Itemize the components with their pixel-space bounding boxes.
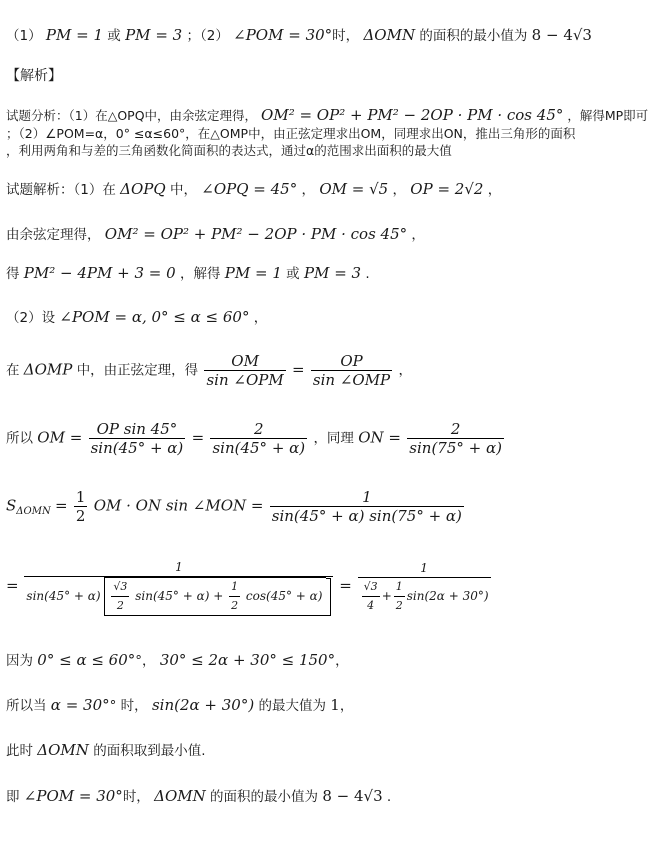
om-eq: OM =	[37, 428, 83, 447]
answer-line	[6, 26, 592, 45]
result-or: 或	[286, 266, 300, 282]
om-num-1: OP sin 45°	[89, 420, 186, 439]
solution-mid: 中，	[169, 182, 197, 198]
area-subscript: ΔOMN	[16, 506, 51, 518]
final-line	[6, 787, 391, 806]
big-num: 1	[24, 558, 333, 577]
half-num: 1	[75, 488, 86, 506]
alpha-range: 0° ≤ α ≤ 60°	[37, 651, 136, 669]
big-r3-num: √3	[111, 578, 129, 597]
solve-text: ，解得	[179, 266, 221, 282]
pm-eq-3: PM = 3	[125, 26, 183, 44]
eq-lead: 得	[6, 266, 20, 282]
similarly-text: ，同理	[313, 430, 354, 447]
om-value: OM = √5	[319, 180, 389, 198]
quadratic-line: 得 PM² − 4PM + 3 = 0 ，解得 PM = 1 或 PM = 3 .	[6, 264, 370, 282]
final-answer: 8 − 4√3	[322, 787, 383, 805]
area-frac	[270, 488, 464, 525]
result-3: PM = 3	[303, 264, 362, 282]
big-fraction-line: = 1 sin(45° + α) $\frac{√3}{2}$ sin(45° + α) + $\frac{1}{2}$ cos(45° + α) = 1 $\frac{√3}{4}$ + $\frac{1}{2}$ sin(2α + 30°)	[6, 558, 493, 616]
big-frac	[24, 558, 333, 616]
angle-range: 30° ≤ 2α + 30° ≤ 150°	[159, 651, 336, 669]
big-den	[24, 577, 333, 616]
cosine-formula-2: OM² = OP² + PM² − 2OP · PM · cos 45°	[104, 225, 408, 243]
angle-cond: ∠POM = 30°	[233, 26, 333, 44]
right-den: $\frac{√3}{4}$ + $\frac{1}{2}$ sin(2α + 30°)	[358, 578, 491, 615]
big-half-den: 2	[231, 599, 239, 612]
big-end: cos(45° + α)	[245, 589, 323, 603]
analysis-line-3: ，利用两角和与差的三角函数化简面积的表达式，通过α的范围求出面积的最大值	[6, 143, 452, 158]
sine-frac-right	[311, 352, 392, 389]
cosine-lead: 由余弦定理得，	[6, 227, 101, 243]
pm-eq-1: PM = 1	[45, 26, 103, 44]
when-lead: 所以当	[6, 698, 47, 714]
big-half-num: 1	[229, 578, 240, 597]
big-den-a: sin(45° + α)	[26, 589, 101, 603]
sine-mid: 中，由正弦定理，得	[76, 362, 199, 379]
right-frac	[358, 559, 491, 615]
sine-num-left: OM	[204, 352, 285, 371]
tri-omp: ΔOMP	[23, 360, 73, 379]
cosine-line: 由余弦定理得， OM² = OP² + PM² − 2OP · PM · cos 45° ，	[6, 225, 425, 243]
right-half-den: 2	[395, 599, 403, 612]
when-line	[6, 696, 353, 715]
alpha-definition: ∠POM = α, 0° ≤ α ≤ 60°	[59, 308, 250, 326]
part1-tag: （1）	[6, 28, 42, 44]
part2-tag: ；（2）	[186, 28, 229, 44]
this-tri: ΔOMN	[37, 741, 89, 759]
om-num-2: 2	[210, 420, 307, 439]
om-frac-1	[89, 420, 186, 457]
sine-lead: 在	[6, 362, 20, 379]
right-sin: sin(2α + 30°)	[406, 589, 489, 603]
or-text: 或	[107, 28, 121, 44]
area-symbol: S	[6, 496, 17, 515]
result-1: PM = 1	[224, 264, 282, 282]
om-den-1: sin(45° + α)	[90, 439, 184, 457]
final-dot: .	[386, 789, 392, 805]
degree-comma: °，	[135, 653, 156, 669]
answer-value: 8 − 4√3	[531, 26, 592, 44]
om-den-2: sin(45° + α)	[212, 439, 306, 457]
analysis-tail: ，解得MP即可	[567, 108, 648, 123]
sine-den-left: sin ∠OPM	[206, 371, 284, 389]
on-den: sin(75° + α)	[409, 439, 502, 457]
right-num: 1	[358, 559, 491, 578]
om-frac-2	[210, 420, 307, 457]
big-mid: sin(45° + α) +	[135, 589, 224, 603]
max-text: 的最大值为	[258, 698, 326, 714]
because-line	[6, 651, 349, 670]
analysis-line-2: ；（2）∠POM=α，0° ≤α≤60°，在△OMP中，由正弦定理求出OM，同理求出ON，推出三角形的面积	[6, 126, 576, 141]
area-den: sin(45° + α) sin(75° + α)	[271, 507, 462, 525]
range-comma: ，	[335, 653, 349, 669]
part2-set-line: （2）设 ∠POM = α, 0° ≤ α ≤ 60° ，	[6, 308, 268, 326]
big-bracket-close	[326, 578, 331, 616]
sine-law-line: 在 ΔOMP 中，由正弦定理，得 $\frac{OM}{\text{sin ∠OPM}}$ = $\frac{OP}{\text{sin ∠OMP}}$ ，	[6, 352, 412, 389]
final-tri: ΔOMN	[154, 787, 206, 805]
right-r3-num: √3	[362, 578, 380, 597]
sin-expr: sin(2α + 30°)	[151, 696, 255, 714]
tri-omn: ΔOMN	[363, 26, 416, 44]
analysis-line-1	[6, 106, 648, 125]
solution-line-1: 试题解析：（1）在 ΔOPQ 中， ∠OPQ = 45° ， OM = √5 ， OP = 2√2 ，	[6, 180, 502, 198]
final-angle: ∠POM = 30°	[23, 787, 123, 805]
because-text: 因为	[6, 653, 33, 669]
half-den: 2	[75, 507, 86, 525]
max-value: 1	[330, 696, 340, 714]
on-frac	[407, 420, 504, 457]
sine-den-right: sin ∠OMP	[312, 371, 391, 389]
half-frac	[74, 488, 88, 525]
tri-opq: ΔOPQ	[120, 180, 166, 198]
analysis-lead: 试题分析：（1）在△OPQ中，由余弦定理得，	[6, 108, 258, 123]
angle-opq: ∠OPQ = 45°	[201, 180, 298, 198]
on-num: 2	[407, 420, 504, 439]
final-when: 时，	[122, 789, 150, 805]
section-header: 【解析】	[6, 68, 62, 84]
right-r3-den: 4	[367, 599, 375, 612]
cosine-formula: OM² = OP² + PM² − 2OP · PM · cos 45°	[261, 106, 564, 124]
area-line: $S_{\Delta OMN}$ = $\frac{1}{2}$ OM · ON sin ∠MON = $\frac{1}{\sin(45^\circ + \alpha) \sin(75^\circ + \alpha)}$	[6, 488, 462, 525]
sine-num-right: OP	[311, 352, 392, 371]
sine-frac-left	[204, 352, 285, 389]
part2-lead: （2）设	[6, 310, 56, 326]
this-tail: 的面积取到最小值.	[93, 743, 206, 759]
when-text: 时，	[332, 28, 360, 44]
quadratic-eq: PM² − 4PM + 3 = 0	[23, 264, 176, 282]
end-comma: ，	[339, 698, 354, 714]
solution-lead: 试题解析：（1）在	[6, 182, 116, 198]
this-time-line	[6, 741, 206, 760]
this-time: 此时	[6, 743, 33, 759]
so-text: 所以	[6, 430, 33, 447]
om-on-line: 所以 OM = $\frac{\text{OP sin 45°}}{\sin(45^\circ + \alpha)}$ = $\frac{2}{\sin(45^\circ + \alpha)}$ ，同理 ON = $\frac{2}{\sin(75^\circ + \alpha)}$	[6, 420, 502, 457]
alpha-value: α = 30°	[50, 696, 110, 714]
area-num: 1	[270, 488, 464, 507]
min-area-text: 的面积的最小值为	[419, 28, 528, 44]
right-half-num: 1	[394, 578, 405, 597]
final-text: 的面积的最小值为	[210, 789, 319, 805]
big-r3-den: 2	[116, 599, 124, 612]
area-mid: OM · ON sin ∠MON =	[93, 496, 264, 515]
op-value: OP = 2√2	[410, 180, 484, 198]
when-tail: ° 时，	[109, 698, 148, 714]
final-lead: 即	[6, 789, 20, 805]
big-bracket	[104, 577, 326, 616]
on-eq: ON =	[358, 428, 401, 447]
